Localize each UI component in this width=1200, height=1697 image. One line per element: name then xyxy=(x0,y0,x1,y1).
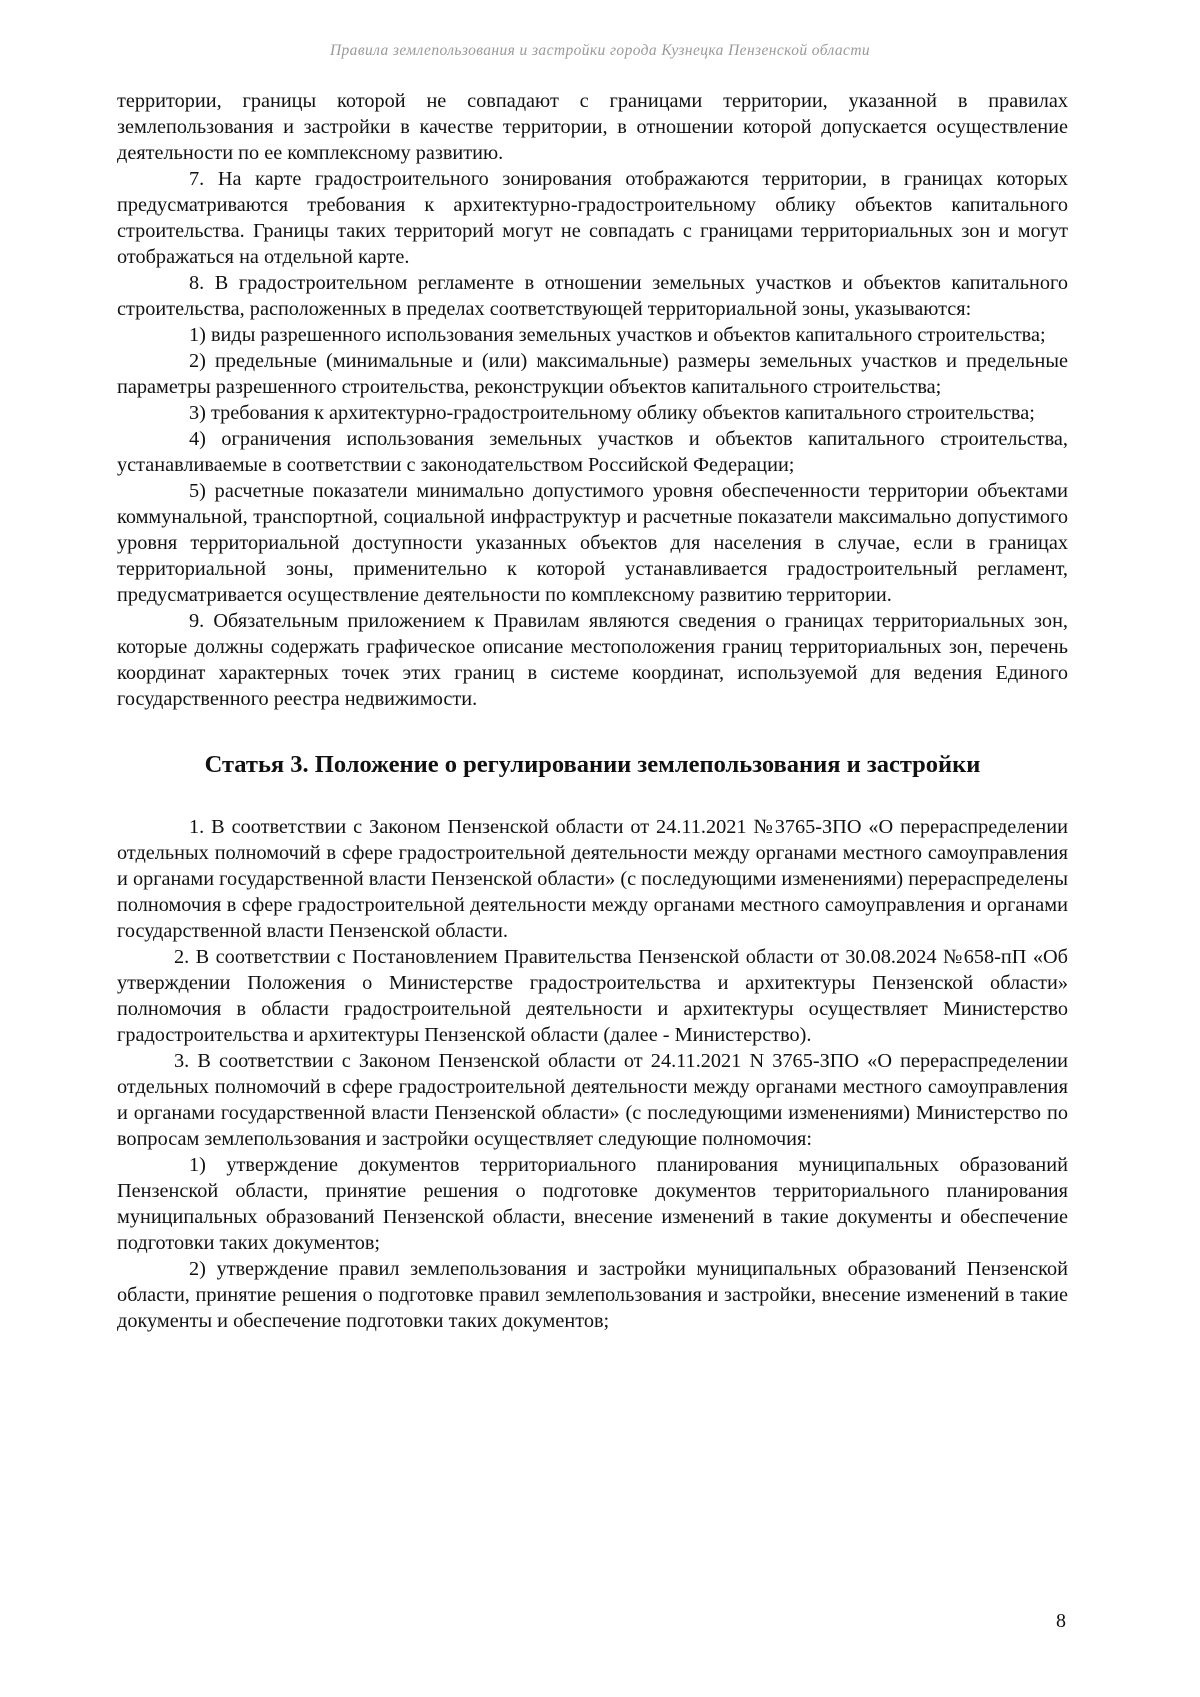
paragraph-continuation: территории, границы которой не совпадают с границами территории, указанной в правилах землепользования и застройки в качестве территории, в отношении которой допускается осуществление деятельности по ее комплексному развитию. xyxy=(117,90,1068,164)
running-header: Правила землепользования и застройки города Кузнецка Пензенской области xyxy=(329,42,871,59)
paragraph-item-8: 8. В градостроительном регламенте в отношении земельных участков и объектов капитального строительства, расположенных в пределах соответствующей территориальной зоны, указываются: xyxy=(117,272,1068,320)
article-subitem-2: 2) утверждение правил землепользования и застройки муниципальных образований Пензенской области, принятие решения о подготовке правил землепользования и застройки, внесение изменений в такие документы и обеспечение подготовки таких документов; xyxy=(117,1258,1068,1332)
paragraph-item-7: 7. На карте градостроительного зонирования отображаются территории, в границах которых предусматриваются требования к архитектурно-градостроительному облику объектов капитального строительства. Границы таких территорий могут не совпадать с границами территориальных зон и могут отображаться на отдельной карте. xyxy=(117,168,1068,268)
document-body xyxy=(117,88,1068,1334)
article-paragraph-1: 1. В соответствии с Законом Пензенской области от 24.11.2021 №3765-ЗПО «О перераспределении отдельных полномочий в сфере градостроительной деятельности между органами местного самоуправления и органами государственной власти Пензенской области» (с последующими изменениями) перераспределены полномочия в сфере градостроительной деятельности между органами местного самоуправления и органами государственной власти Пензенской области. xyxy=(117,816,1068,942)
article-subitem-1: 1) утверждение документов территориального планирования муниципальных образований Пензенской области, принятие решения о подготовке документов территориального планирования муниципальных образований Пензенской области, внесение изменений в такие документы и обеспечение подготовки таких документов; xyxy=(117,1154,1068,1254)
paragraph-subitem-4: 4) ограничения использования земельных участков и объектов капитального строительства, устанавливаемые в соответствии с законодательством Российской Федерации; xyxy=(117,428,1068,476)
paragraph-item-9: 9. Обязательным приложением к Правилам являются сведения о границах территориальных зон, которые должны содержать графическое описание местоположения границ территориальных зон, перечень координат характерных точек этих границ в системе координат, используемой для ведения Единого государственного реестра недвижимости. xyxy=(117,610,1068,710)
paragraph-subitem-5: 5) расчетные показатели минимально допустимого уровня обеспеченности территории объектами коммунальной, транспортной, социальной инфраструктур и расчетные показатели максимально допустимого уровня территориальной доступности указанных объектов для населения в случае, если в границах территориальной зоны, применительно к которой устанавливается градостроительный регламент, предусматривается осуществление деятельности по комплексному развитию территории. xyxy=(117,480,1068,606)
article-paragraph-2: 2. В соответствии с Постановлением Правительства Пензенской области от 30.08.2024 №658-пП «Об утверждении Положения о Министерстве градостроительства и архитектуры Пензенской области» полномочия в области градостроительной деятельности и архитектуры осуществляет Министерство градостроительства и архитектуры Пензенской области (далее - Министерство). xyxy=(117,946,1068,1046)
paragraph-subitem-1: 1) виды разрешенного использования земельных участков и объектов капитального строительства; xyxy=(189,324,1046,346)
paragraph-subitem-2: 2) предельные (минимальные и (или) максимальные) размеры земельных участков и предельные параметры разрешенного строительства, реконструкции объектов капитального строительства; xyxy=(117,350,1068,398)
article-paragraph-3: 3. В соответствии с Законом Пензенской области от 24.11.2021 N 3765-ЗПО «О перераспределении отдельных полномочий в сфере градостроительной деятельности между органами местного самоуправления и органами государственной власти Пензенской области» (с последующими изменениями) Министерство по вопросам землепользования и застройки осуществляет следующие полномочия: xyxy=(117,1050,1068,1150)
paragraph-subitem-3: 3) требования к архитектурно-градостроительному облику объектов капитального строительства; xyxy=(189,402,1035,424)
article-title: Статья 3. Положение о регулировании землепользования и застройки xyxy=(204,751,981,778)
page-number: 8 xyxy=(1056,1610,1066,1632)
